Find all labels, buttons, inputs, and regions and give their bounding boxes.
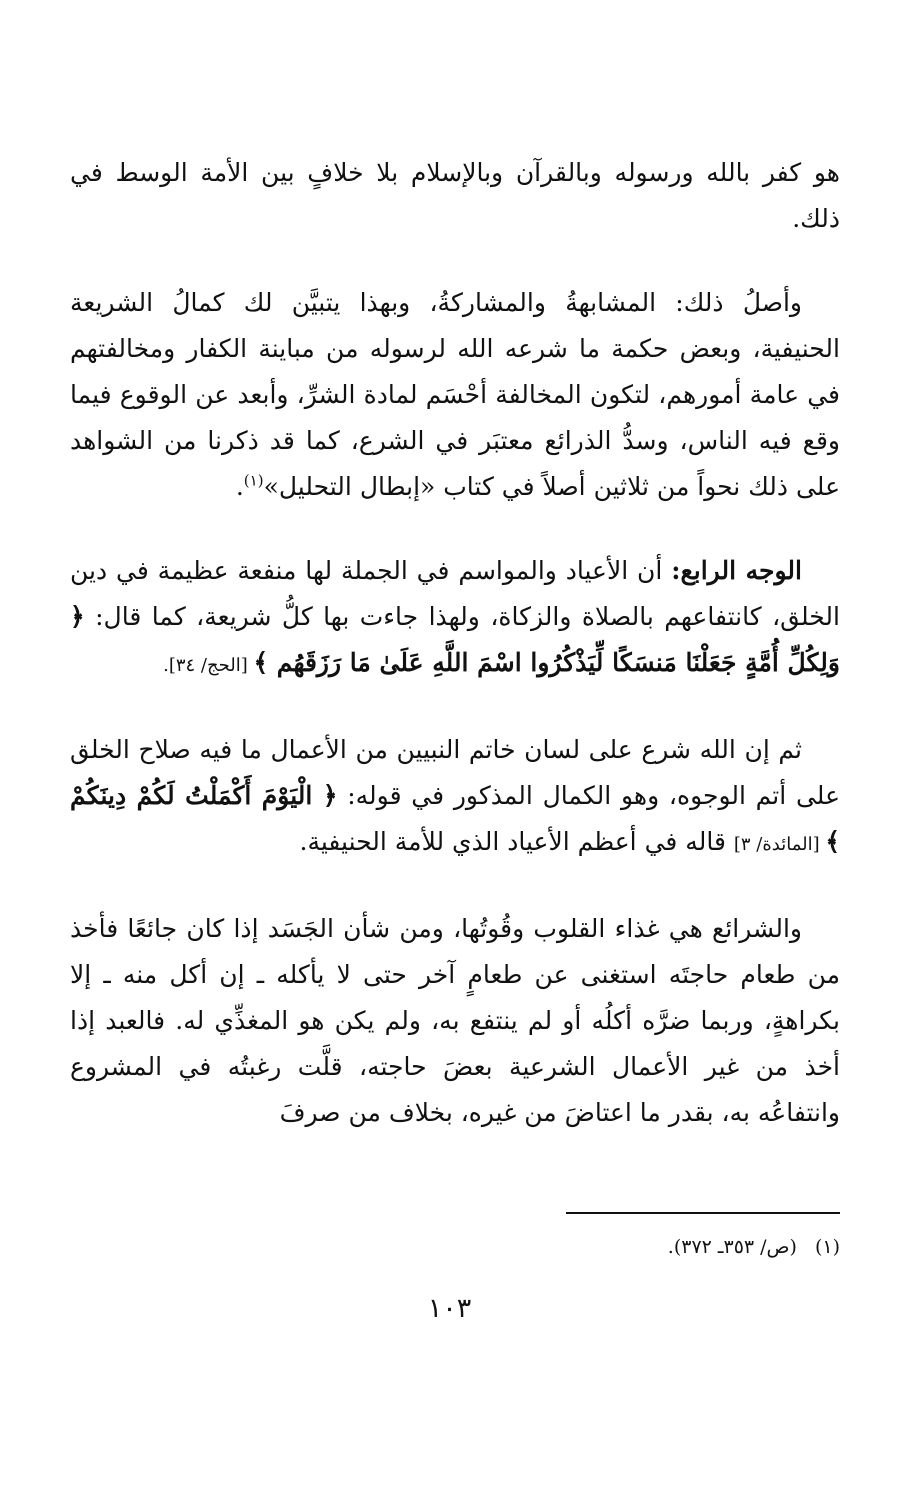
page-number: ١٠٣: [427, 1293, 472, 1324]
main-text: [70, 150, 840, 1174]
footnote: [420, 1232, 840, 1262]
paragraph-5: [70, 906, 840, 1136]
verse-citation: [الحج/ ٣٤].: [163, 655, 254, 676]
paragraph-1: [70, 150, 840, 242]
paragraph-4: [70, 727, 840, 868]
footnote-text: (ص/ ٣٥٣ـ ٣٧٢).: [667, 1236, 797, 1258]
paragraph-2: [70, 280, 840, 510]
paragraph-3: [70, 548, 840, 689]
paragraph-1-text: هو كفر بالله ورسوله وبالقرآن وبالإسلام بلا خلافٍ بين الأمة الوسط في ذلك.: [70, 158, 840, 233]
footnote-reference[interactable]: (١): [243, 471, 264, 490]
paragraph-4-end: قاله في أعظم الأعياد الذي للأمة الحنيفية.: [299, 827, 734, 856]
paragraph-2-text: وأصلُ ذلك: المشابهةُ والمشاركةُ، وبهذا يتبيَّن لك كمالُ الشريعة الحنيفية، وبعض حكمة ما شرعه الله لرسوله من مباينة الكفار ومخالفتهم في عامة أمورهم، لتكون المخالفة أحْسَم لمادة الشرِّ، وأبعد عن الوقوع فيما وقع فيه الناس، وسدُّ الذرائع معتبَر في الشرع، كما قد ذكرنا من الشواهد على ذلك نحواً من ثلاثين أصلاً في كتاب «إبطال التحليل»: [70, 288, 840, 501]
footnote-divider: [566, 1212, 840, 1214]
verse-citation: [المائدة/ ٣]: [733, 834, 826, 855]
section-heading: الوجه الرابع:: [671, 556, 802, 585]
paragraph-2-end: .: [235, 472, 244, 501]
quran-verse: ﴿ الْيَوْمَ أَكْمَلْتُ لَكُمْ دِينَكُمْ ﴾: [70, 781, 840, 856]
quran-verse: ﴿ وَلِكُلِّ أُمَّةٍ جَعَلْنَا مَنسَكًا لِّيَذْكُرُوا اسْمَ اللَّهِ عَلَىٰ مَا رَزَقَهُم ﴾: [70, 602, 840, 677]
paragraph-3-text: أن الأعياد والمواسم في الجملة لها منفعة عظيمة في دين الخلق، كانتفاعهم بالصلاة والزكاة، ولهذا جاءت بها كلُّ شريعة، كما قال:: [70, 556, 840, 631]
paragraph-5-text: والشرائع هي غذاء القلوب وقُوتُها، ومن شأن الجَسَد إذا كان جائعًا فأخذ من طعام حاجتَه استغنى عن طعامٍ آخر حتى لا يأكله ـ إن أكل منه ـ إلا بكراهةٍ، وربما ضرَّه أكلُه أو لم ينتفع به، ولم يكن هو المغذِّي له. فالعبد إذا أخذ من غير الأعمال الشرعية بعضَ حاجته، قلَّت رغبتُه في المشروع وانتفاعُه به، بقدر ما اعتاضَ من غيره، بخلاف من صرفَ: [70, 914, 840, 1127]
footnote-number: (١): [814, 1236, 840, 1258]
paragraph-4-text: ثم إن الله شرع على لسان خاتم النبيين من الأعمال ما فيه صلاح الخلق على أتم الوجوه، وهو الكمال المذكور في قوله:: [70, 735, 840, 810]
